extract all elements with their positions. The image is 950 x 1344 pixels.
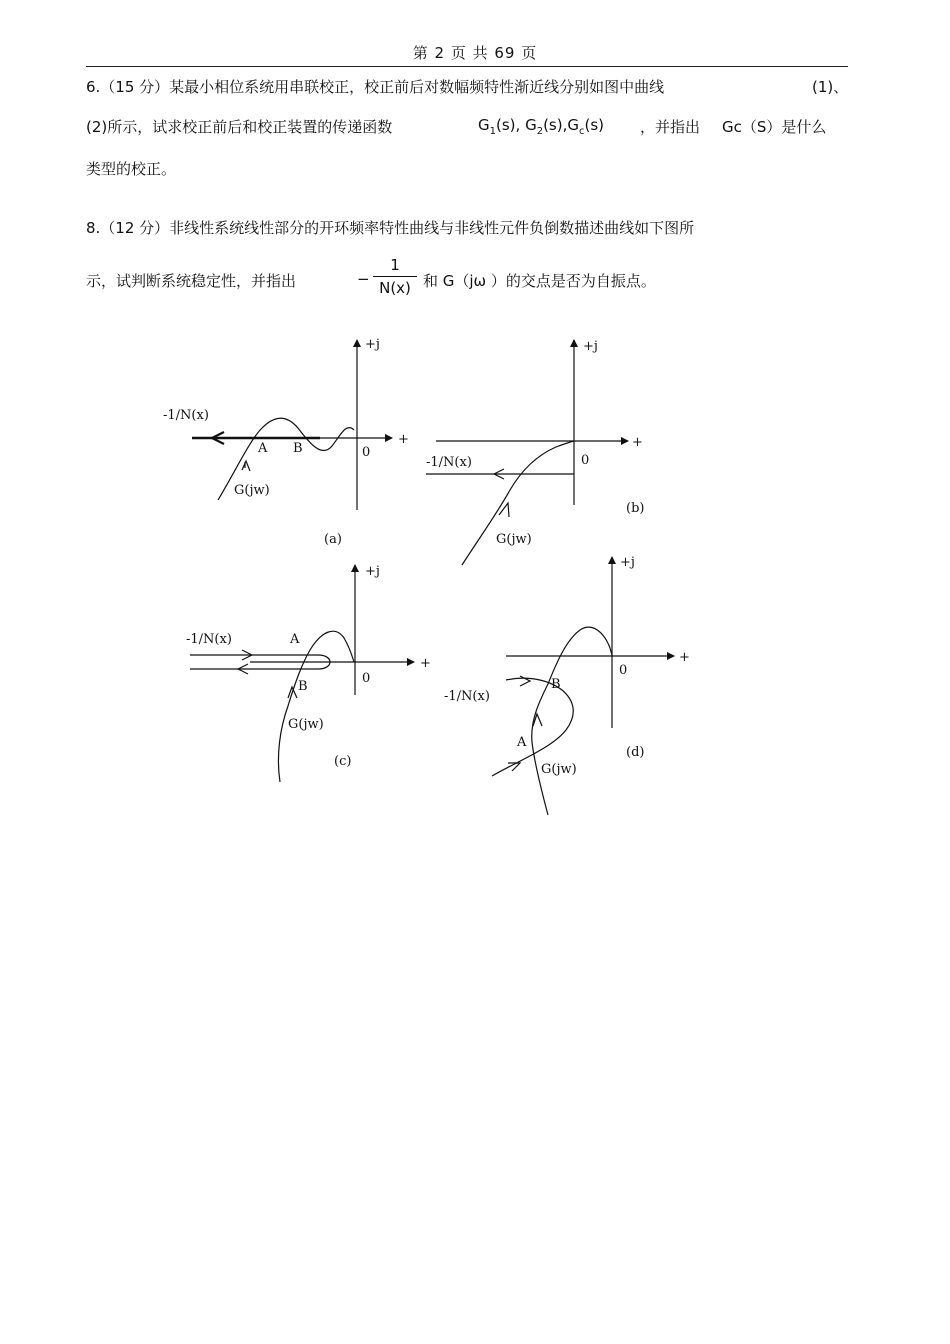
q8-line-2-end: 和 G（jω ）的交点是否为自振点。 bbox=[423, 272, 656, 290]
q6-line-2-gc: Gc（S）是什么 bbox=[722, 118, 827, 136]
fig-a-label-nx: -1/N(x) bbox=[163, 408, 209, 423]
q6-text-2: (2)所示，试求校正前后和校正装置的传递函数 bbox=[86, 118, 393, 136]
fig-c-caption: (c) bbox=[334, 754, 352, 769]
fig-b-caption: (b) bbox=[626, 501, 645, 516]
fig-b-label-plus: + bbox=[632, 435, 643, 450]
fraction-denominator: N(x) bbox=[379, 279, 411, 297]
fig-b-label-gjw: G(jw) bbox=[496, 532, 532, 547]
fig-d-label-nx: -1/N(x) bbox=[444, 689, 490, 704]
fig-c-label-origin: 0 bbox=[362, 671, 371, 686]
fig-c-label-plus: + bbox=[420, 656, 431, 671]
fig-a-label-point-a: A bbox=[258, 441, 268, 456]
fig-b-label-j: +j bbox=[583, 339, 598, 354]
figure-d bbox=[492, 557, 674, 815]
fig-a-label-plus: + bbox=[398, 432, 409, 447]
q8-line-1: 8.（12 分）非线性系统线性部分的开环频率特性曲线与非线性元件负倒数描述曲线如下图所 bbox=[86, 219, 695, 237]
fig-c-label-gjw: G(jw) bbox=[288, 717, 324, 732]
fig-d-label-j: +j bbox=[620, 555, 635, 570]
fig-d-label-plus: + bbox=[679, 650, 690, 665]
fig-a-gjw-arrow bbox=[242, 461, 250, 471]
fig-d-nx-arrow-2 bbox=[520, 676, 530, 686]
fig-b-label-nx: -1/N(x) bbox=[426, 455, 472, 470]
g2-arg: (s), bbox=[543, 116, 568, 134]
g2-symbol: G bbox=[525, 116, 537, 134]
fig-d-caption: (d) bbox=[626, 745, 645, 760]
g2-sub: 2 bbox=[536, 126, 544, 137]
figure-c bbox=[190, 565, 414, 782]
fig-a-label-point-b: B bbox=[293, 441, 303, 456]
fig-b-label-origin: 0 bbox=[581, 453, 590, 468]
g1-symbol: G bbox=[478, 116, 490, 134]
q6-line-1-tail: (1)、 bbox=[812, 78, 849, 96]
fig-d-label-gjw: G(jw) bbox=[541, 762, 577, 777]
fig-c-label-nx: -1/N(x) bbox=[186, 632, 232, 647]
fig-c-label-j: +j bbox=[365, 564, 380, 579]
q8-line-2-start: 示，试判断系统稳定性，并指出 bbox=[86, 272, 297, 290]
g1-arg: (s), bbox=[496, 116, 526, 134]
gc-symbol: G bbox=[567, 116, 579, 134]
fig-c-label-point-a: A bbox=[290, 632, 300, 647]
fig-d-label-point-b: B bbox=[551, 677, 561, 692]
figure-a bbox=[192, 340, 392, 510]
fig-a-label-j: +j bbox=[365, 337, 380, 352]
fraction-numerator: 1 bbox=[390, 256, 400, 274]
fig-c-label-point-b: B bbox=[298, 679, 308, 694]
fig-d-label-origin: 0 bbox=[619, 663, 628, 678]
q6-text-1: 6.（15 分）某最小相位系统用串联校正，校正前后对数幅频特性渐近线分别如图中曲线 bbox=[86, 78, 665, 96]
fig-a-label-origin: 0 bbox=[362, 445, 371, 460]
fig-d-label-point-a: A bbox=[517, 735, 527, 750]
q8-minus: − bbox=[357, 270, 370, 288]
page-number-header: 第 2 页 共 69 页 bbox=[412, 44, 538, 62]
q6-line-3: 类型的校正。 bbox=[86, 160, 177, 178]
g1-sub: 1 bbox=[489, 126, 496, 137]
gc-arg: (s) bbox=[584, 116, 605, 134]
fig-a-caption: (a) bbox=[324, 532, 342, 547]
gc-sub: c bbox=[578, 126, 585, 137]
fig-a-label-gjw: G(jw) bbox=[234, 483, 270, 498]
fig-d-gjw-curve bbox=[532, 627, 612, 815]
q6-line-2-mid: ，并指出 bbox=[640, 118, 701, 136]
